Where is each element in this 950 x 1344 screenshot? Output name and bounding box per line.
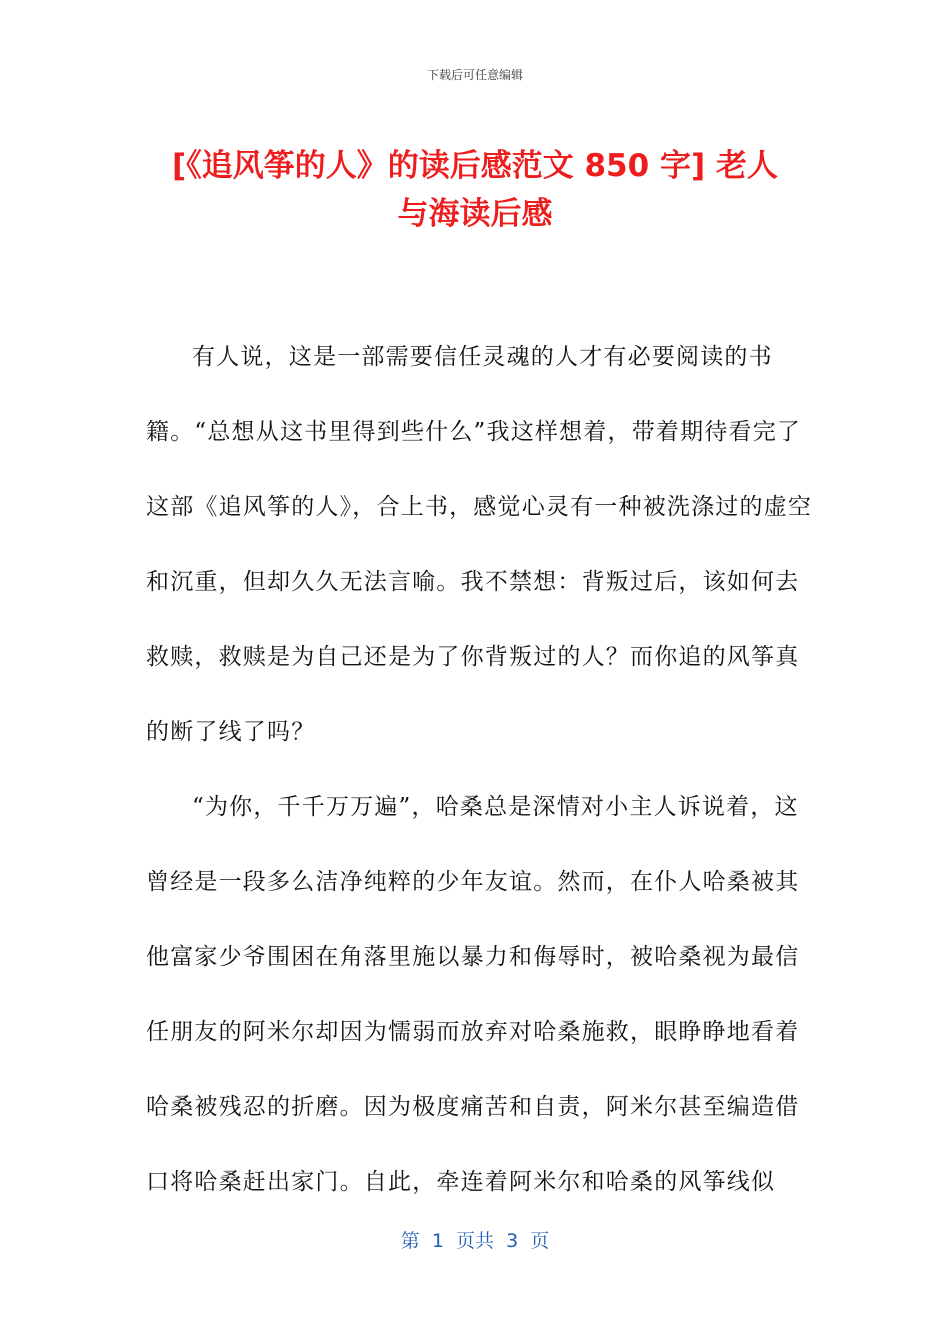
document-title [140,142,810,238]
page-footer: 第 1 页共 3 页 [400,1230,550,1252]
title-line-2: 与海读后感 [397,196,553,232]
title-line-1: [《追风筝的人》的读后感范文 850 字] 老人 [172,148,778,184]
paragraph-2: “为你，千千万万遍”，哈桑总是深情对小主人诉说着，这曾经是一段多么洁净纯粹的少年友谊。然而，在仆人哈桑被其他富家少爷围困在角落里施以暴力和侮辱时，被哈桑视为最信任朋友的阿米尔却因为懦弱而放弃对哈桑施救，眼睁睁地看着哈桑被残忍的折磨。因为极度痛苦和自责，阿米尔甚至编造借口将哈桑赶出家门。自此，牵连着阿米尔和哈桑的风筝线似 [146,794,800,1195]
body-text [146,320,816,1220]
paragraph-1: 有人说，这是一部需要信任灵魂的人才有必要阅读的书籍。“总想从这书里得到些什么”我这样想着，带着期待看完了这部《追风筝的人》，合上书，感觉心灵有一种被洗涤过的虚空和沉重，但却久久无法言喻。我不禁想：背叛过后，该如何去救赎，救赎是为自己还是为了你背叛过的人？而你追的风筝真的断了线了吗？ [146,344,813,745]
header-note: 下载后可任意编辑 [426,68,523,82]
